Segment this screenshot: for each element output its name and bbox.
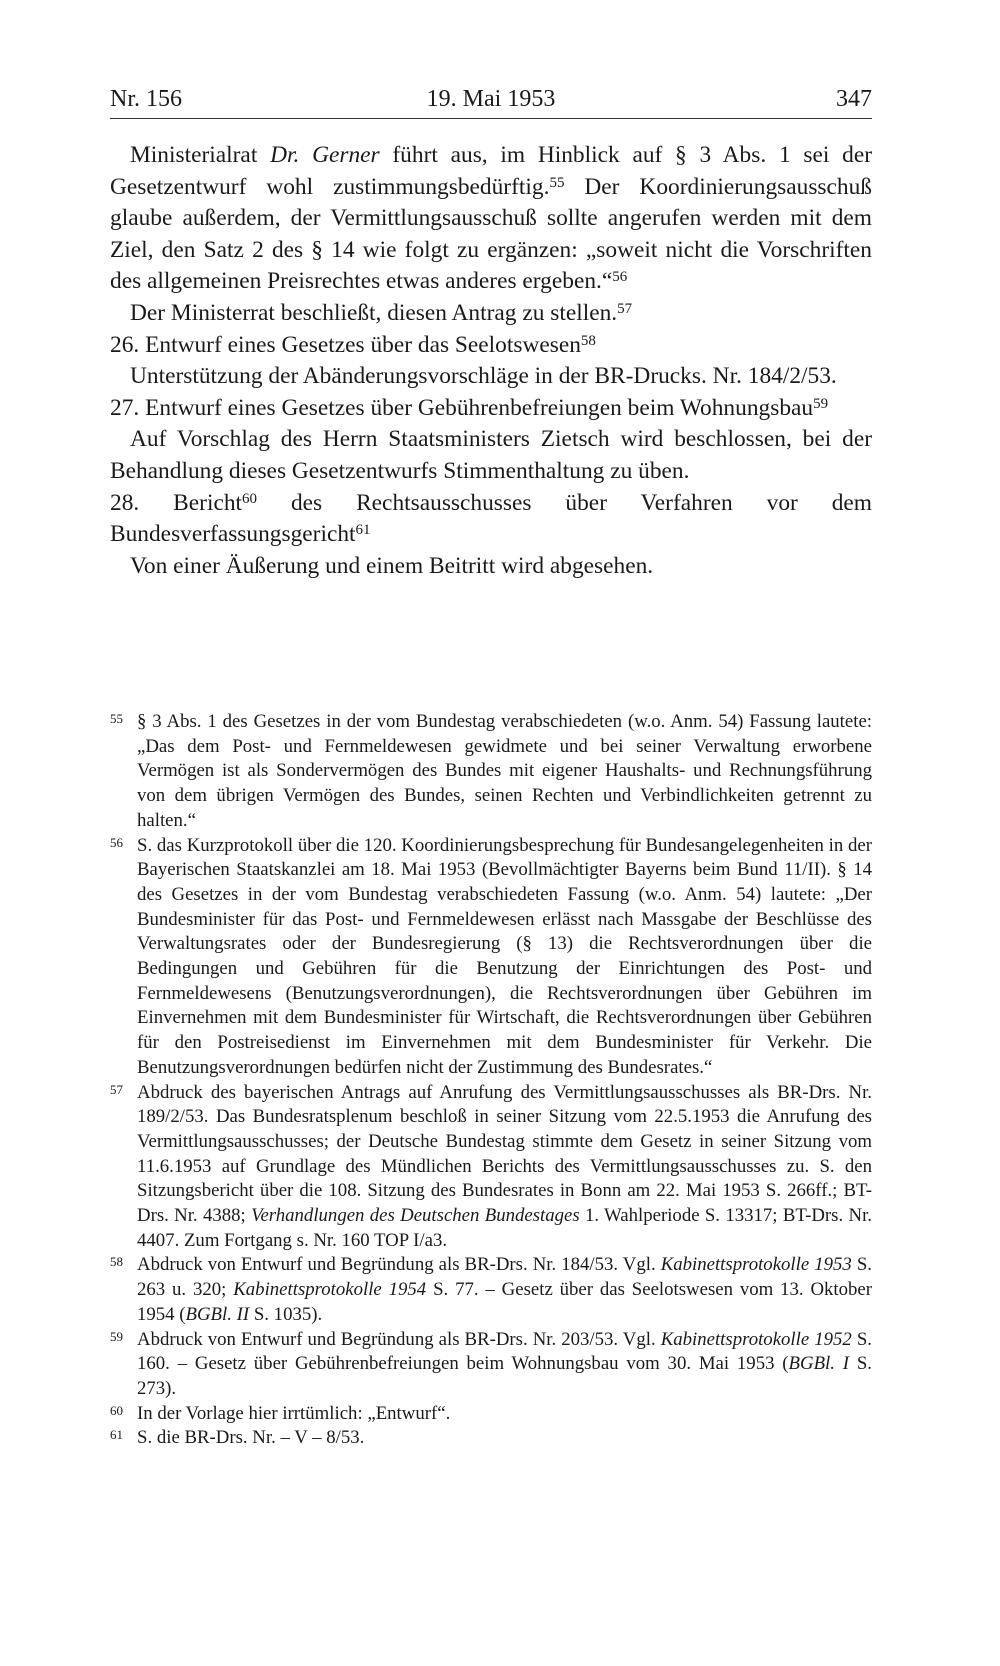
person-name: Dr. Gerner	[270, 142, 380, 168]
text-run: führt aus, im Hinblick auf § 3 Abs. 1 sei der Gesetzentwurf wohl zustimmungsbedürftig.	[110, 142, 872, 200]
footnote-number: 60	[110, 1402, 123, 1418]
paragraph-decision	[110, 298, 872, 330]
publication-title: Verhandlungen des Deutschen Bundestages	[251, 1205, 580, 1227]
footnotes	[110, 710, 872, 1451]
footnote-text: S. das Kurzprotokoll über die 120. Koordinierungsbesprechung für Bundesangelegenheiten in der Bayerischen Staatskanzlei am 18. Mai 1953 (Bevollmächtigter Bayerns beim Bund 11/II). § 14 des Gesetzes in der vom Bundestag verabschiedeten Fassung (w.o. Anm. 54) lautete: „Der Bundesminister für das Post- und Fernmeldewesen erlässt nach Massgabe der Beschlüsse des Verwaltungsrates oder der Bundesregierung (§ 13) die Rechtsverordnungen über die Bedingungen und Gebühren für die Benutzung der Einrichtungen des Post- und Fernmeldewesens (Benutzungsverordnungen), die Rechtsverordnungen über Gebühren im Einvernehmen mit dem Bundesminister für Wirtschaft, die Rechtsverordnungen über Gebühren für den Postreisedienst im Einvernehmen mit dem Bundesminister für Verkehr. Die Benutzungsverordnungen bedürfen nicht der Zustimmung des Bundesrates.“	[137, 834, 872, 1078]
publication-title: Kabinettsprotokolle 1952	[660, 1328, 852, 1350]
footnote-number: 55	[110, 711, 123, 726]
agenda-heading: 28. Bericht	[110, 489, 243, 516]
publication-title: BGBl. I	[788, 1353, 850, 1375]
footnote-number: 58	[110, 1254, 123, 1270]
paragraph-item-26: Unterstützung der Abänderungsvorschläge in der BR-Drucks. Nr. 184/2/53.	[130, 363, 837, 390]
text-run: Der Koordinierungsausschuß glaube außerdem, der Vermittlungsausschuß sollte angerufen werden mit dem Ziel, den Satz 2 des § 14 wie folgt zu ergänzen: „soweit nicht die Vorschriften des allgemeinen Preisrechtes etwas anderes ergeben.“	[110, 173, 872, 295]
footnote-text: S. 263 u. 320;	[137, 1254, 872, 1301]
publication-title: BGBl. II	[185, 1303, 250, 1325]
footnote-text: Abdruck des bayerischen Antrags auf Anrufung des Vermittlungsausschusses als BR-Drs. Nr. 189/2/53. Das Bundesratsplenum beschloß in seiner Sitzung vom 22.5.1953 die Anrufung des Vermittlungsausschusses; der Deutsche Bundestag stimmte dem Gesetz in seiner Sitzung vom 11.6.1953 auf Grundlage des Mündlichen Berichts des Vermittlungsausschusses zu. S. den Sitzungsbericht über die 108. Sitzung des Bundesrates in Bonn am 22. Mai 1953 S. 266ff.; BT-Drs. Nr. 4388;	[137, 1081, 872, 1227]
footnote-text: S. 77. – Gesetz über das Seelotswesen vom 13. Oktober 1954 (	[137, 1279, 872, 1325]
footnote-number: 57	[110, 1081, 123, 1097]
footnote-ref-59[interactable]: 59	[813, 395, 829, 412]
footnote-60	[110, 1402, 872, 1427]
publication-title: Kabinettsprotokolle 1953	[660, 1254, 852, 1276]
footnote-ref-58[interactable]: 58	[580, 332, 596, 349]
header-date: 19. Mai 1953	[426, 86, 556, 112]
agenda-item-26	[110, 330, 872, 362]
agenda-heading: 27. Entwurf eines Gesetzes über Gebührenbefreiungen beim Wohnungsbau	[110, 394, 814, 421]
footnote-ref-55[interactable]: 55	[549, 174, 565, 191]
footnote-ref-57[interactable]: 57	[617, 300, 633, 317]
footnote-56	[110, 834, 872, 1081]
page-number: 347	[836, 86, 872, 112]
footnote-number: 61	[110, 1427, 123, 1443]
footnote-text: S. 273).	[137, 1353, 872, 1399]
footnote-text: S. 160. – Gesetz über Gebührenbefreiungen beim Wohnungsbau vom 30. Mai 1953 (	[137, 1328, 872, 1375]
agenda-item-27	[110, 393, 872, 425]
agenda-heading: 26. Entwurf eines Gesetzes über das Seelotswesen	[110, 331, 581, 358]
document-page	[110, 78, 873, 1449]
footnote-59	[110, 1328, 872, 1402]
footnote-61	[110, 1426, 872, 1451]
header-rule	[110, 118, 872, 119]
document-number: Nr. 156	[110, 86, 182, 112]
paragraph-gerner	[110, 140, 872, 298]
agenda-item-28	[110, 488, 872, 551]
footnote-text: Abdruck von Entwurf und Begründung als BR-Drs. Nr. 203/53. Vgl.	[137, 1328, 661, 1350]
footnote-text: In der Vorlage hier irrtümlich: „Entwurf“.	[137, 1402, 451, 1424]
publication-title: Kabinettsprotokolle 1954	[233, 1279, 427, 1301]
footnote-58	[110, 1253, 872, 1327]
footnote-55	[110, 710, 872, 834]
paragraph-item-28: Von einer Äußerung und einem Beitritt wird abgesehen.	[130, 552, 654, 579]
paragraph-item-27: Auf Vorschlag des Herrn Staatsministers Zietsch wird beschlossen, bei der Behandlung dieses Gesetzentwurfs Stimmenthaltung zu üben.	[110, 426, 872, 484]
footnote-text: Abdruck von Entwurf und Begründung als BR-Drs. Nr. 184/53. Vgl.	[137, 1254, 661, 1276]
agenda-heading: des Rechtsausschusses über Verfahren vor dem Bundesverfassungsgericht	[110, 489, 873, 548]
footnote-number: 59	[110, 1328, 123, 1344]
footnote-number: 56	[110, 834, 123, 850]
footnote-text: § 3 Abs. 1 des Gesetzes in der vom Bundestag verabschiedeten (w.o. Anm. 54) Fassung lautete: „Das dem Post- und Fernmeldewesen gewidmete und bei seiner Verwaltung erworbene Vermögen ist als Sondervermögen des Bundes mit eigener Haushalts- und Rechnungsführung von dem übrigen Vermögen des Bundes, seinen Rechten und Verbindlichkeiten getrennt zu halten.“	[137, 711, 872, 831]
footnote-ref-60[interactable]: 60	[242, 490, 258, 507]
footnote-ref-56[interactable]: 56	[612, 269, 628, 286]
footnote-text: S. die BR-Drs. Nr. – V – 8/53.	[137, 1427, 365, 1449]
footnote-text: 1. Wahlperiode S. 13317; BT-Drs. Nr. 4407. Zum Fortgang s. Nr. 160 TOP I/a3.	[137, 1205, 872, 1251]
text-run: Der Ministerrat beschließt, diesen Antrag zu stellen.	[130, 299, 618, 326]
text-run: Ministerialrat	[130, 142, 271, 168]
main-text	[110, 140, 872, 582]
running-header	[110, 78, 872, 114]
footnote-57	[110, 1081, 872, 1254]
footnote-text: S. 1035).	[249, 1303, 323, 1325]
footnote-ref-61[interactable]: 61	[355, 522, 371, 539]
